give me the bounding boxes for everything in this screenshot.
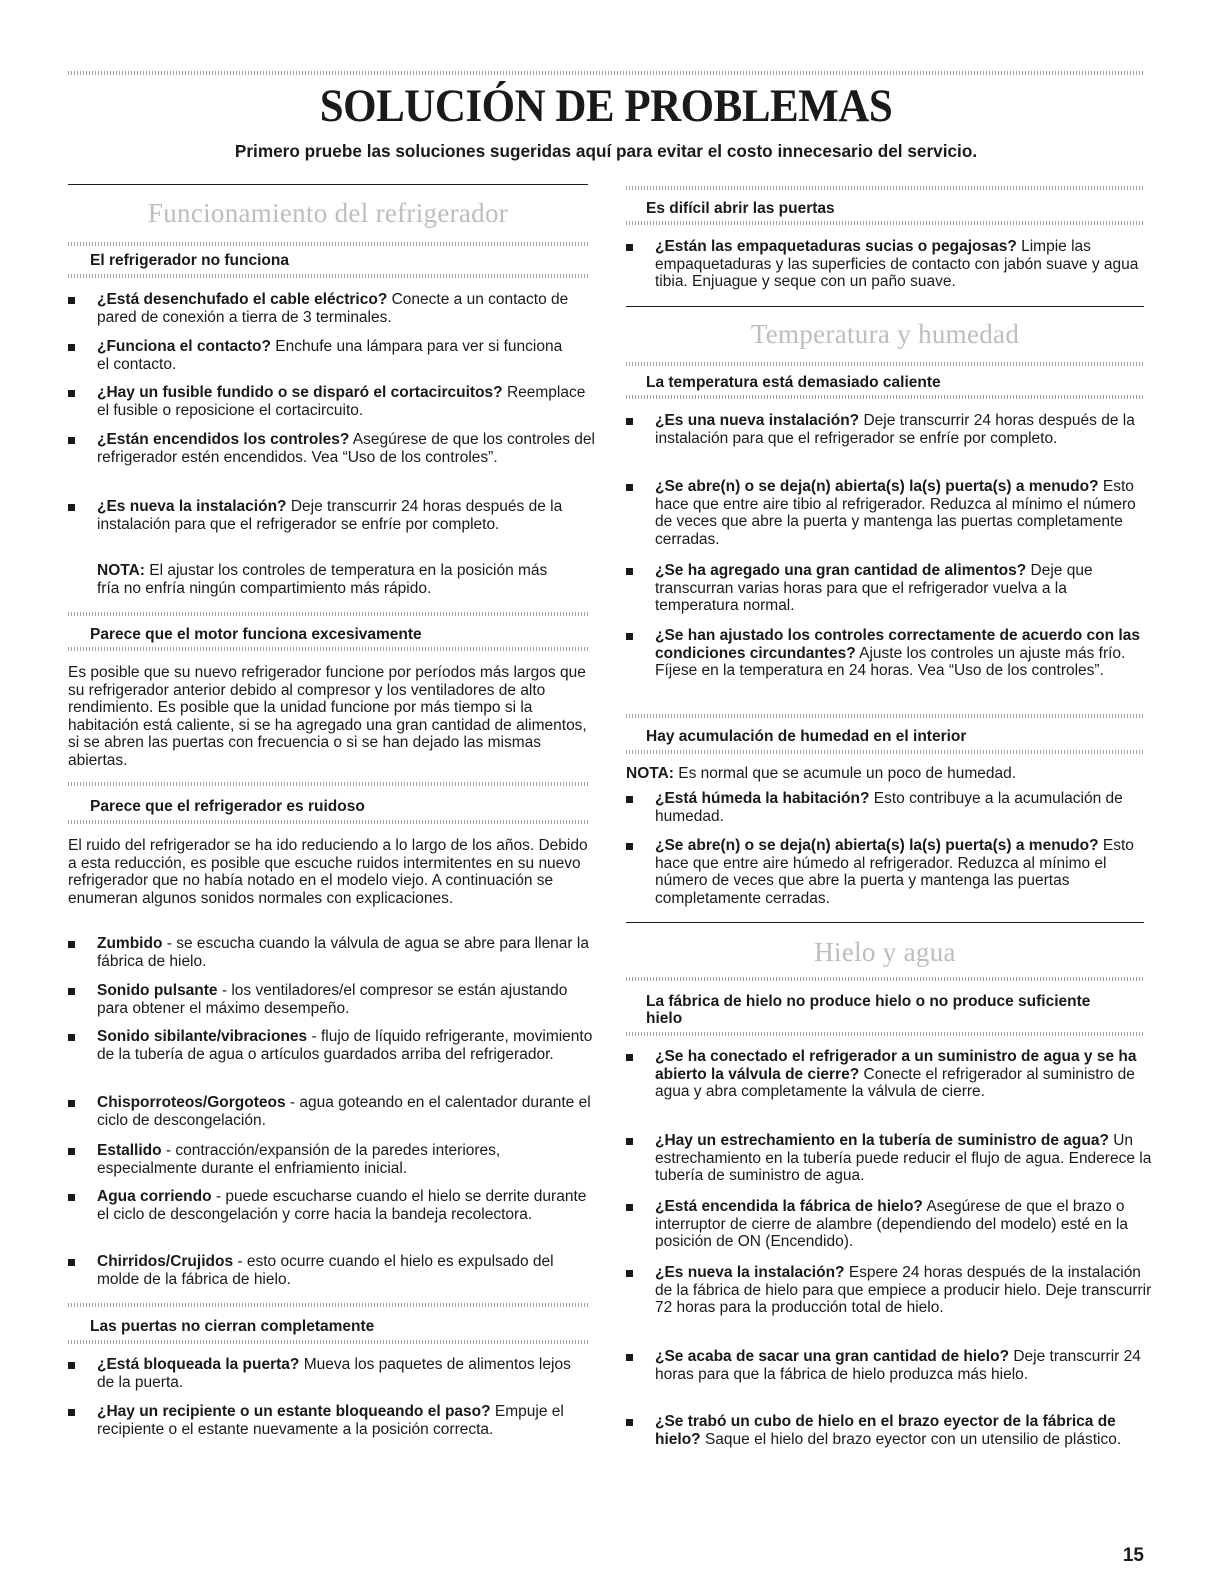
page-number: 15	[1122, 1545, 1144, 1566]
list-item: ¿Se abre(n) o se deja(n) abierta(s) la(s) puerta(s) a menudo? Esto hace que entre aire húmedo al refrigerador. Reduzca al mínimo el número de veces que abre la puerta y mantenga las puertas completamente cerradas.	[626, 837, 1153, 907]
list-item: ¿Están encendidos los controles? Asegúrese de que los controles del refrigerador estén encendidos. Vea “Uso de los controles”.	[68, 431, 597, 466]
list-item: Chirridos/Crujidos - esto ocurre cuando el hielo es expulsado del molde de la fábrica de hielo.	[68, 1253, 577, 1288]
list-item: Chisporroteos/Gorgoteos - agua goteando en el calentador durante el ciclo de descongelación.	[68, 1094, 597, 1129]
subheading-motor: Parece que el motor funciona excesivamente	[90, 626, 422, 643]
list-item: ¿Se trabó un cubo de hielo en el brazo eyector de la fábrica de hielo? Saque el hielo del brazo eyector con un utensilio de plástico.	[626, 1413, 1153, 1448]
subheading-humedad: Hay acumulación de humedad en el interior	[646, 728, 967, 745]
list-item: ¿Es una nueva instalación? Deje transcurrir 24 horas después de la instalación para que el refrigerador se enfríe por completo.	[626, 412, 1153, 447]
section-title-hielo: Hielo y agua	[814, 937, 956, 967]
right-section-rule-temp	[626, 306, 1144, 307]
list-item: Estallido - contracción/expansión de la paredes interiores, especialmente durante el enfriamiento inicial.	[68, 1142, 597, 1177]
dotted-rule	[68, 782, 588, 786]
subheading-puertas: Las puertas no cierran completamente	[90, 1318, 375, 1335]
list-item: ¿Está bloqueada la puerta? Mueva los paquetes de alimentos lejos de la puerta.	[68, 1356, 577, 1391]
note-paragraph: NOTA: Es normal que se acumule un poco de humedad.	[626, 765, 1017, 782]
dotted-rule	[68, 820, 588, 824]
right-section-rule-hielo	[626, 922, 1144, 923]
dotted-rule	[68, 612, 588, 616]
dotted-rule	[626, 362, 1144, 366]
dotted-rule	[626, 221, 1144, 225]
left-section-rule	[68, 184, 588, 185]
dotted-rule	[626, 186, 1144, 190]
list-item: ¿Está encendida la fábrica de hielo? Asegúrese de que el brazo o interruptor de cierre de alambre (dependiendo del modelo) esté en la posición de ON (Encendido).	[626, 1198, 1153, 1251]
subheading-dificil: Es difícil abrir las puertas	[646, 200, 835, 217]
dotted-rule	[626, 1032, 1144, 1036]
list-item: Agua corriendo - puede escucharse cuando el hielo se derrite durante el ciclo de descongelación y corre hacia la bandeja recolectora.	[68, 1188, 597, 1223]
paragraph-ruidoso: El ruido del refrigerador se ha ido reduciendo a lo largo de los años. Debido a esta reducción, es posible que escuche ruidos intermitentes en su nuevo refrigerador que no había notado en el modelo viejo. A continuación se enumeran algunos sonidos normales con explicaciones.	[68, 837, 588, 907]
list-item: ¿Funciona el contacto? Enchufe una lámpara para ver si funciona el contacto.	[68, 338, 577, 373]
dotted-rule	[68, 274, 588, 278]
subheading-ruidoso: Parece que el refrigerador es ruidoso	[90, 798, 365, 815]
subheading-hielo: La fábrica de hielo no produce hielo o no produce suficiente hielo	[646, 993, 1091, 1027]
dotted-rule	[626, 395, 1144, 399]
dotted-rule	[68, 1340, 588, 1344]
list-item: Sonido pulsante - los ventiladores/el compresor se están ajustando para obtener el máximo desempeño.	[68, 982, 597, 1017]
list-item: ¿Se ha agregado una gran cantidad de alimentos? Deje que transcurran varias horas para que el refrigerador vuelva a la temperatura normal.	[626, 562, 1153, 615]
dotted-rule	[68, 647, 588, 651]
top-dotted-rule	[68, 71, 1144, 75]
section-title-temperatura: Temperatura y humedad	[750, 319, 1020, 349]
dotted-rule	[626, 714, 1144, 718]
list-item: ¿Se han ajustado los controles correctamente de acuerdo con las condiciones circundantes? Ajuste los controles un ajuste más frío. Fíjese en la temperatura en 24 horas. Vea “Uso de los controles”.	[626, 627, 1153, 680]
list-item: ¿Se ha conectado el refrigerador a un suministro de agua y se ha abierto la válvula de cierre? Conecte el refrigerador al suministro de agua y abra completamente la válvula de cierre.	[626, 1048, 1153, 1101]
list-item: ¿Hay un recipiente o un estante bloqueando el paso? Empuje el recipiente o el estante nuevamente a la posición correcta.	[68, 1403, 587, 1438]
list-item: ¿Es nueva la instalación? Deje transcurrir 24 horas después de la instalación para que el refrigerador se enfríe por completo.	[68, 498, 597, 533]
list-item: ¿Se abre(n) o se deja(n) abierta(s) la(s) puerta(s) a menudo? Esto hace que entre aire tibio al refrigerador. Reduzca al mínimo el número de veces que abre la puerta y mantenga las puertas completamente cerradas.	[626, 478, 1153, 548]
dotted-rule	[626, 977, 1144, 981]
list-item: ¿Está húmeda la habitación? Esto contribuye a la acumulación de humedad.	[626, 790, 1125, 825]
paragraph-motor: Es posible que su nuevo refrigerador funcione por períodos más largos que su refrigerador anterior debido al compresor y los ventiladores de alto rendimiento. Es posible que la unidad funcione por más tiempo si la habitación está caliente, si se ha agregado una gran cantidad de alimentos, si se abren las puertas con frecuencia o si se han dejado las mismas abiertas.	[68, 664, 587, 769]
dotted-rule	[68, 1303, 588, 1307]
subheading-no-funciona: El refrigerador no funciona	[90, 252, 289, 269]
list-item: Zumbido - se escucha cuando la válvula de agua se abre para llenar la fábrica de hielo.	[68, 935, 597, 970]
list-item: ¿Están las empaquetaduras sucias o pegajosas? Limpie las empaquetaduras y las superficies de contacto con jabón suave y agua tibia. Enjuague y seque con un paño suave.	[626, 238, 1153, 291]
page-subtitle: Primero pruebe las soluciones sugeridas aquí para evitar el costo innecesario del servicio.	[234, 141, 978, 161]
list-item: ¿Se acaba de sacar una gran cantidad de hielo? Deje transcurrir 24 horas para que la fábrica de hielo produzca más hielo.	[626, 1348, 1153, 1383]
list-item: Sonido sibilante/vibraciones - flujo de líquido refrigerante, movimiento de la tubería de agua o artículos guardados arriba del refrigerador.	[68, 1028, 597, 1063]
list-item: ¿Es nueva la instalación? Espere 24 horas después de la instalación de la fábrica de hielo para que empiece a producir hielo. Deje transcurrir 72 horas para la producción total de hielo.	[626, 1264, 1153, 1317]
note-paragraph: NOTA: El ajustar los controles de temperatura en la posición más fría no enfría ningún compartimiento más rápido.	[97, 562, 548, 597]
list-item: ¿Hay un fusible fundido o se disparó el cortacircuitos? Reemplace el fusible o reposicione el cortacircuito.	[68, 384, 597, 419]
page-title: SOLUCIÓN DE PROBLEMAS	[319, 81, 893, 132]
section-title-funcionamiento: Funcionamiento del refrigerador	[147, 198, 509, 228]
list-item: ¿Hay un estrechamiento en la tubería de suministro de agua? Un estrechamiento en la tubería puede reducir el flujo de agua. Enderece la tubería de suministro de agua.	[626, 1132, 1153, 1185]
list-item: ¿Está desenchufado el cable eléctrico? Conecte a un contacto de pared de conexión a tierra de 3 terminales.	[68, 291, 577, 326]
dotted-rule	[68, 242, 588, 246]
subheading-caliente: La temperatura está demasiado caliente	[646, 374, 941, 391]
dotted-rule	[626, 750, 1144, 754]
